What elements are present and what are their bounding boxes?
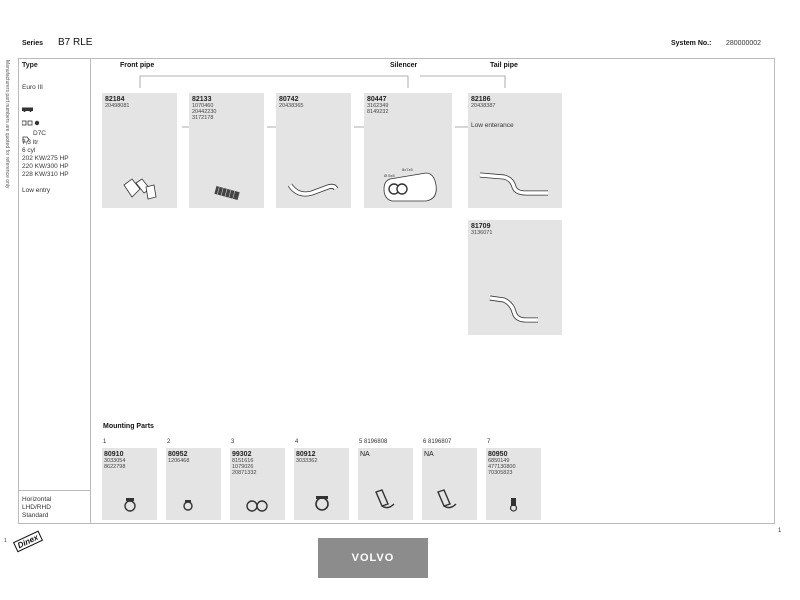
mounting-refs: 3033362 bbox=[296, 458, 318, 464]
page-number: 1 bbox=[778, 528, 782, 534]
front-pipe-heading: Front pipe bbox=[120, 62, 155, 69]
mounting-refs: 8151616 1079026 20871332 bbox=[232, 458, 257, 476]
mounting-code: 80910 bbox=[104, 451, 124, 458]
mounting-num: 4 bbox=[295, 439, 299, 445]
mounting-num: 7 bbox=[487, 439, 491, 445]
bent-pipe-icon bbox=[276, 93, 351, 208]
silencer-dim-b: 8x7x5 bbox=[402, 167, 413, 172]
part-code: 81709 bbox=[471, 223, 491, 230]
brand-banner bbox=[318, 538, 428, 578]
part-card-tail-pipe-2[interactable] bbox=[468, 220, 562, 335]
part-refs: 3162349 8149232 bbox=[367, 103, 389, 115]
bracket-icon bbox=[422, 448, 477, 520]
corner-marker: 1 bbox=[4, 538, 7, 544]
brand-name: VOLVO bbox=[351, 552, 395, 564]
part-refs: 20438365 bbox=[279, 103, 304, 109]
part-refs: 20438387 bbox=[471, 103, 496, 109]
series-value: B7 RLE bbox=[58, 37, 93, 48]
clamp-icon bbox=[102, 448, 157, 520]
tail-pipe-icon bbox=[468, 93, 562, 208]
mounting-refs: 6850149 477130800 70305823 bbox=[488, 458, 516, 476]
tail-pipe-icon bbox=[468, 220, 562, 335]
mounting-card-7[interactable] bbox=[486, 439, 541, 520]
part-code: 82184 bbox=[105, 96, 125, 103]
mounting-code: 80912 bbox=[296, 451, 316, 458]
mounting-heading: Mounting Parts bbox=[103, 423, 154, 430]
mounting-num: 5 8196808 bbox=[359, 439, 388, 445]
mounting-num: 3 bbox=[231, 439, 235, 445]
mounting-code: 80952 bbox=[168, 451, 188, 458]
part-note: Low enterance bbox=[471, 122, 514, 129]
dinex-logo-text: Dinex bbox=[13, 531, 43, 553]
mounting-num: 2 bbox=[167, 439, 171, 445]
bellows-icon bbox=[189, 93, 264, 208]
system-value: 280000002 bbox=[726, 40, 762, 47]
silencer-heading: Silencer bbox=[390, 62, 418, 69]
mounting-code: 99302 bbox=[232, 451, 252, 458]
silencer-icon bbox=[364, 93, 452, 208]
displacement: 7,3 ltr bbox=[22, 139, 39, 146]
part-code: 82133 bbox=[192, 96, 212, 103]
part-refs: 3136071 bbox=[471, 230, 493, 236]
clamp-icon bbox=[294, 448, 349, 520]
entry-type: Low entry bbox=[22, 187, 51, 194]
drive-side: LHD/RHD bbox=[22, 504, 51, 511]
part-code: 80447 bbox=[367, 96, 387, 103]
flex-pipe-icon bbox=[102, 93, 177, 208]
mounting-card-4[interactable] bbox=[294, 439, 349, 520]
type-label: Type bbox=[22, 62, 38, 69]
mounting-num: 1 bbox=[103, 439, 107, 445]
power-rating-3: 228 KW/310 HP bbox=[22, 171, 69, 178]
mounting-code: 80950 bbox=[488, 451, 508, 458]
engine-code: D7C bbox=[33, 130, 47, 137]
euro-class: Euro III bbox=[22, 84, 43, 91]
part-card-front-pipe-1[interactable] bbox=[102, 93, 177, 208]
mounting-num: 6 8196807 bbox=[423, 439, 452, 445]
bracket-icon bbox=[358, 448, 413, 520]
part-code: 82186 bbox=[471, 96, 491, 103]
series-label: Series bbox=[22, 40, 44, 47]
mounting-card-1[interactable] bbox=[102, 439, 157, 520]
variant: Standard bbox=[22, 512, 49, 519]
hanger-icon bbox=[486, 448, 541, 520]
double-clamp-icon bbox=[230, 448, 285, 520]
part-refs: 1070460 20442230 3172178 bbox=[192, 103, 217, 121]
system-label: System No.: bbox=[671, 40, 712, 47]
part-card-front-pipe-3[interactable] bbox=[276, 93, 351, 208]
mounting-code: NA bbox=[424, 451, 434, 458]
clamp-icon bbox=[166, 448, 221, 520]
vertical-note: Manufacturers part numbers are quoted for reference only bbox=[4, 60, 10, 189]
part-refs: 20498081 bbox=[105, 103, 130, 109]
power-rating-2: 220 KW/300 HP bbox=[22, 163, 69, 170]
mounting-card-6[interactable] bbox=[422, 439, 477, 520]
dinex-logo bbox=[14, 530, 44, 554]
tail-pipe-heading: Tail pipe bbox=[490, 62, 518, 69]
mounting-refs: 3033054 8622798 bbox=[104, 458, 126, 470]
part-code: 80742 bbox=[279, 96, 299, 103]
mounting-card-2[interactable] bbox=[166, 439, 221, 520]
mounting-card-3[interactable] bbox=[230, 439, 285, 520]
power-rating-1: 202 KW/275 HP bbox=[22, 155, 69, 162]
cylinders: 6 cyl bbox=[22, 147, 36, 154]
part-card-front-pipe-2[interactable] bbox=[189, 93, 264, 208]
mounting-code: NA bbox=[360, 451, 370, 458]
part-card-silencer[interactable] bbox=[364, 93, 452, 208]
part-card-tail-pipe-1[interactable] bbox=[468, 93, 562, 208]
mount-orientation: Horizontal bbox=[22, 496, 52, 503]
silencer-dim-a: Ø 5x5 bbox=[384, 173, 395, 178]
mounting-card-5[interactable] bbox=[358, 439, 413, 520]
mounting-refs: 1206468 bbox=[168, 458, 190, 464]
